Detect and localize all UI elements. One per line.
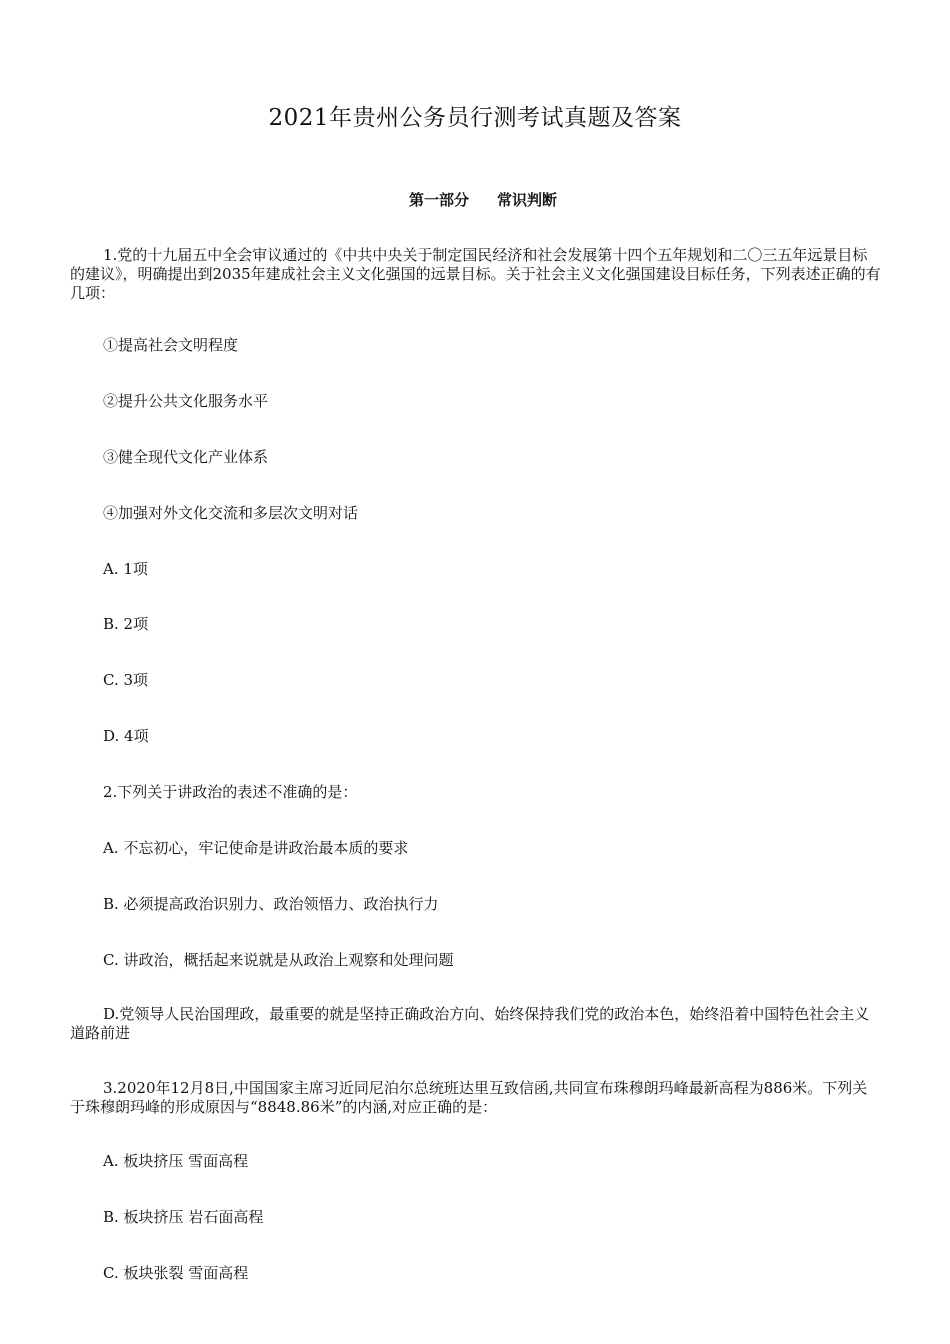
question-2-option-b: B. 必须提高政治识别力、政治领悟力、政治执行力 xyxy=(103,895,439,913)
question-1-option-c: C. 3项 xyxy=(103,671,149,689)
question-3-option-c: C. 板块张裂 雪面高程 xyxy=(103,1264,249,1282)
question-3-option-a: A. 板块挤压 雪面高程 xyxy=(103,1152,249,1170)
question-3-option-b: B. 板块挤压 岩石面高程 xyxy=(103,1208,264,1226)
question-1-statement-1: ①提高社会文明程度 xyxy=(103,336,239,354)
question-3-stem: 3.2020年12月8日,中国国家主席习近同尼泊尔总统班达里互致信函,共同宣布珠穆朗玛峰最新高程为886米。下列关于珠穆朗玛峰的形成原因与“8848.86米”的内涵,对应正确的是： xyxy=(70,1079,868,1116)
question-1-option-d: D. 4项 xyxy=(103,727,149,745)
question-2-option-d: D.党领导人民治国理政，最重要的就是坚持正确政治方向、始终保持我们党的政治本色，始终沿着中国特色社会主义道路前进 xyxy=(70,1005,870,1042)
document-title: 2021年贵州公务员行测考试真题及答案 xyxy=(268,105,682,131)
section-part: 第一部分 xyxy=(408,191,469,209)
question-1-stem: 1.党的十九届五中全会审议通过的《中共中央关于制定国民经济和社会发展第十四个五年规划和二〇三五年远景目标的建议》，明确提出到2035年建成社会主义文化强国的远景目标。关于社会主义文化强国建设目标任务，下列表述正确的有几项： xyxy=(70,246,881,302)
question-1-statement-3: ③健全现代文化产业体系 xyxy=(103,448,269,466)
question-1-option-b: B. 2项 xyxy=(103,615,149,633)
question-1-statement-4: ④加强对外文化交流和多层次文明对话 xyxy=(103,504,359,522)
section-name: 常识判断 xyxy=(497,191,558,209)
section-heading xyxy=(0,188,950,212)
question-1-option-a: A. 1项 xyxy=(103,560,148,578)
question-2-stem: 2.下列关于讲政治的表述不准确的是： xyxy=(103,783,358,801)
question-2-option-a: A. 不忘初心，牢记使命是讲政治最本质的要求 xyxy=(103,839,409,857)
question-2-option-c: C. 讲政治，概括起来说就是从政治上观察和处理问题 xyxy=(103,951,454,969)
question-1-statement-2: ②提升公共文化服务水平 xyxy=(103,392,269,410)
